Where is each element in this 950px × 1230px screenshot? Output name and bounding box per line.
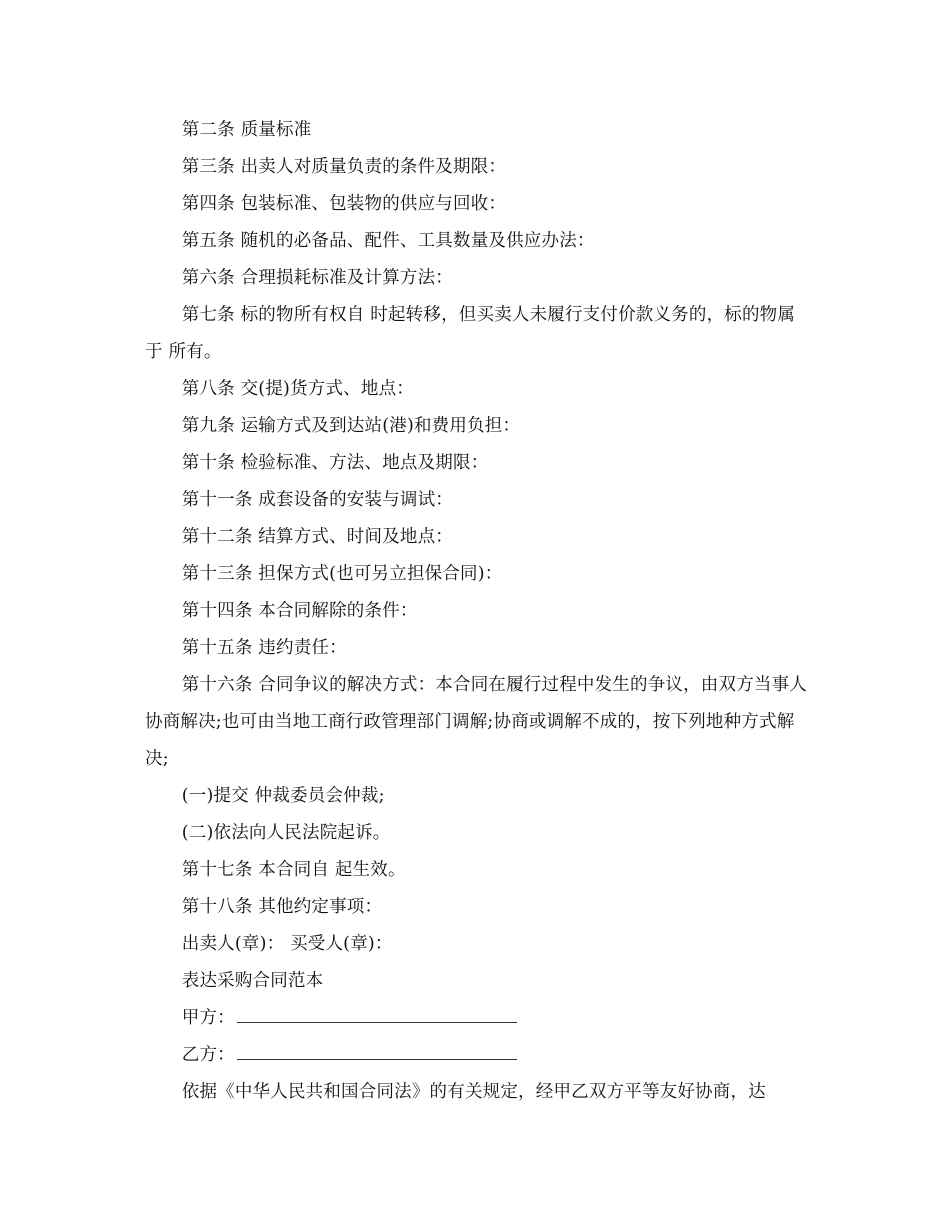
party-b-label: 乙方：	[181, 1045, 235, 1065]
article-17: 第十七条 本合同自 起生效。	[181, 860, 406, 880]
article-4: 第四条 包装标准、包装物的供应与回收：	[181, 194, 507, 214]
article-16: 第十六条 合同争议的解决方式：本合同在履行过程中发生的争议，由双方当事人协商解决;也可由当地工商行政管理部门调解;协商或调解不成的，按下列地种方式解决;	[145, 675, 808, 769]
article-6: 第六条 合理损耗标准及计算方法：	[181, 268, 454, 288]
article-15: 第十五条 违约责任：	[181, 638, 347, 658]
dispute-option-2: (二)依法向人民法院起诉。	[181, 823, 391, 843]
party-a-line	[145, 1000, 810, 1037]
article-11: 第十一条 成套设备的安装与调试：	[181, 490, 454, 510]
article-10: 第十条 检验标准、方法、地点及期限：	[181, 453, 489, 473]
article-7: 第七条 标的物所有权自 时起转移，但买卖人未履行支付价款义务的，标的物属于 所有。	[145, 305, 796, 362]
article-9: 第九条 运输方式及到达站(港)和费用负担：	[181, 416, 521, 436]
article-5: 第五条 随机的必备品、配件、工具数量及供应办法：	[181, 231, 595, 251]
signature-line: 出卖人(章)： 买受人(章)：	[181, 934, 393, 954]
party-a-blank	[237, 1000, 517, 1023]
article-3: 第三条 出卖人对质量负责的条件及期限：	[181, 157, 507, 177]
party-b-blank	[237, 1037, 517, 1060]
article-18: 第十八条 其他约定事项：	[181, 897, 383, 917]
article-13: 第十三条 担保方式(也可另立担保合同)：	[181, 564, 503, 584]
article-8: 第八条 交(提)货方式、地点：	[181, 379, 414, 399]
article-2: 第二条 质量标准	[181, 120, 312, 140]
party-a-label: 甲方：	[181, 1008, 235, 1028]
dispute-option-1: (一)提交 仲裁委员会仲裁;	[181, 786, 385, 806]
section-title: 表达采购合同范本	[181, 971, 324, 991]
article-12: 第十二条 结算方式、时间及地点：	[181, 527, 454, 547]
document-body	[145, 112, 810, 1111]
article-14: 第十四条 本合同解除的条件：	[181, 601, 418, 621]
closing-paragraph: 依据《中华人民共和国合同法》的有关规定，经甲乙双方平等友好协商，达	[181, 1082, 766, 1102]
party-b-line	[145, 1037, 810, 1074]
